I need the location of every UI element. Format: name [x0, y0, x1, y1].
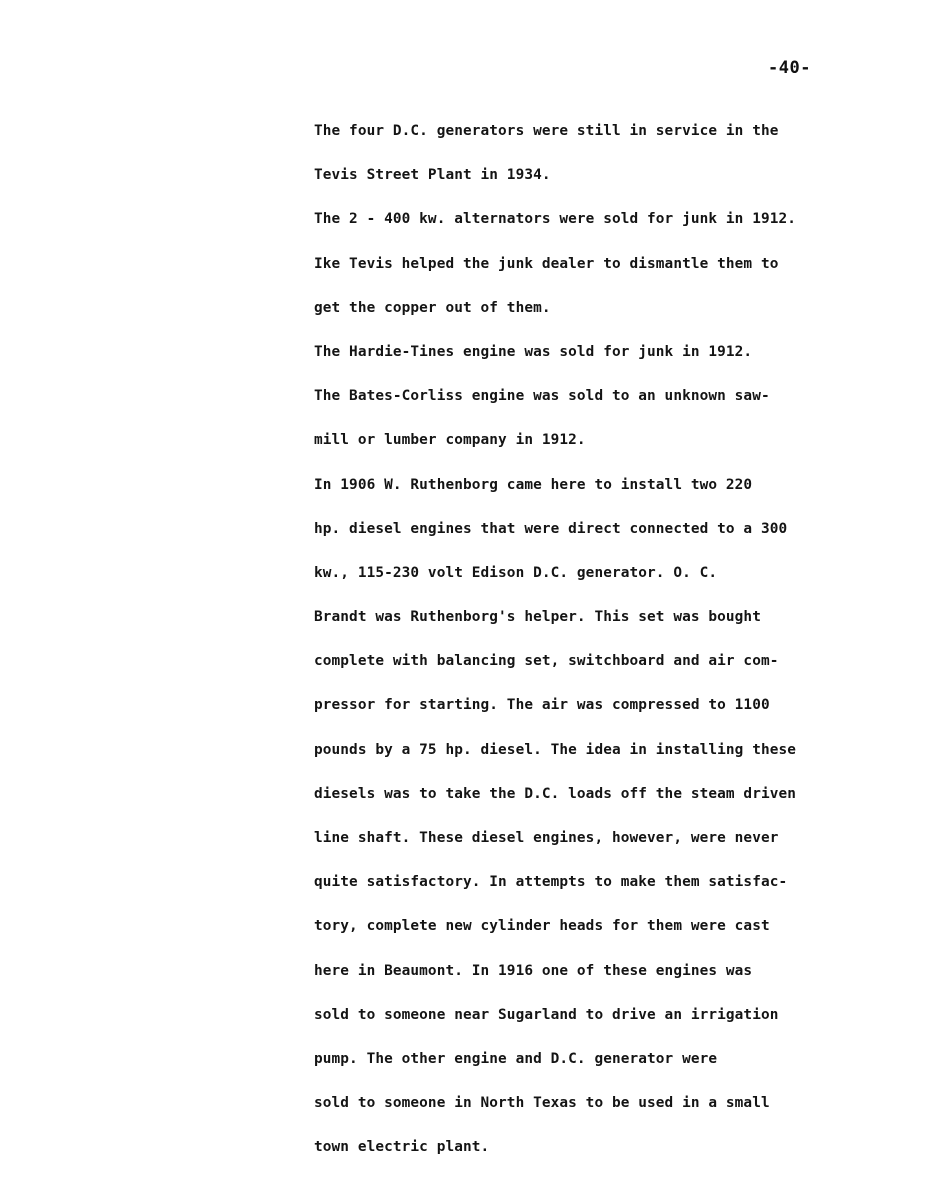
text-line: quite satisfactory. In attempts to make them satisfac-	[314, 874, 788, 891]
text-line: diesels was to take the D.C. loads off the steam driven	[314, 785, 797, 802]
text-line: Ike Tevis helped the junk dealer to dismantle them to	[314, 255, 779, 272]
text-line: The Bates-Corliss engine was sold to an unknown saw-	[314, 388, 770, 405]
text-line: here in Beaumont. In 1916 one of these engines was	[314, 962, 753, 979]
text-line: Brandt was Ruthenborg's helper. This set was bought	[314, 609, 761, 626]
text-line: mill or lumber company in 1912.	[314, 432, 586, 449]
body-text	[314, 120, 874, 1181]
text-line: In 1906 W. Ruthenborg came here to install two 220	[314, 476, 753, 493]
text-line: Tevis Street Plant in 1934.	[314, 167, 551, 184]
text-line: pump. The other engine and D.C. generator were	[314, 1050, 718, 1067]
text-line: line shaft. These diesel engines, however, were never	[314, 830, 779, 846]
text-line: town electric plant.	[314, 1139, 490, 1156]
text-line: hp. diesel engines that were direct connected to a 300	[314, 520, 788, 537]
text-line: The 2 - 400 kw. alternators were sold for junk in 1912.	[314, 211, 797, 228]
text-line: The Hardie-Tines engine was sold for junk in 1912.	[314, 343, 753, 360]
text-line: sold to someone near Sugarland to drive an irrigation	[314, 1006, 779, 1023]
text-line: get the copper out of them.	[314, 299, 551, 316]
text-line: The four D.C. generators were still in service in the	[314, 123, 779, 139]
text-line: pounds by a 75 hp. diesel. The idea in installing these	[314, 741, 797, 758]
text-line: pressor for starting. The air was compressed to 1100	[314, 697, 770, 714]
text-line: complete with balancing set, switchboard and air com-	[314, 653, 779, 670]
text-line: kw., 115-230 volt Edison D.C. generator. O. C.	[314, 564, 718, 581]
text-line: sold to someone in North Texas to be used in a small	[314, 1095, 770, 1112]
page-number: -40-	[768, 58, 811, 78]
text-line: tory, complete new cylinder heads for them were cast	[314, 918, 770, 935]
